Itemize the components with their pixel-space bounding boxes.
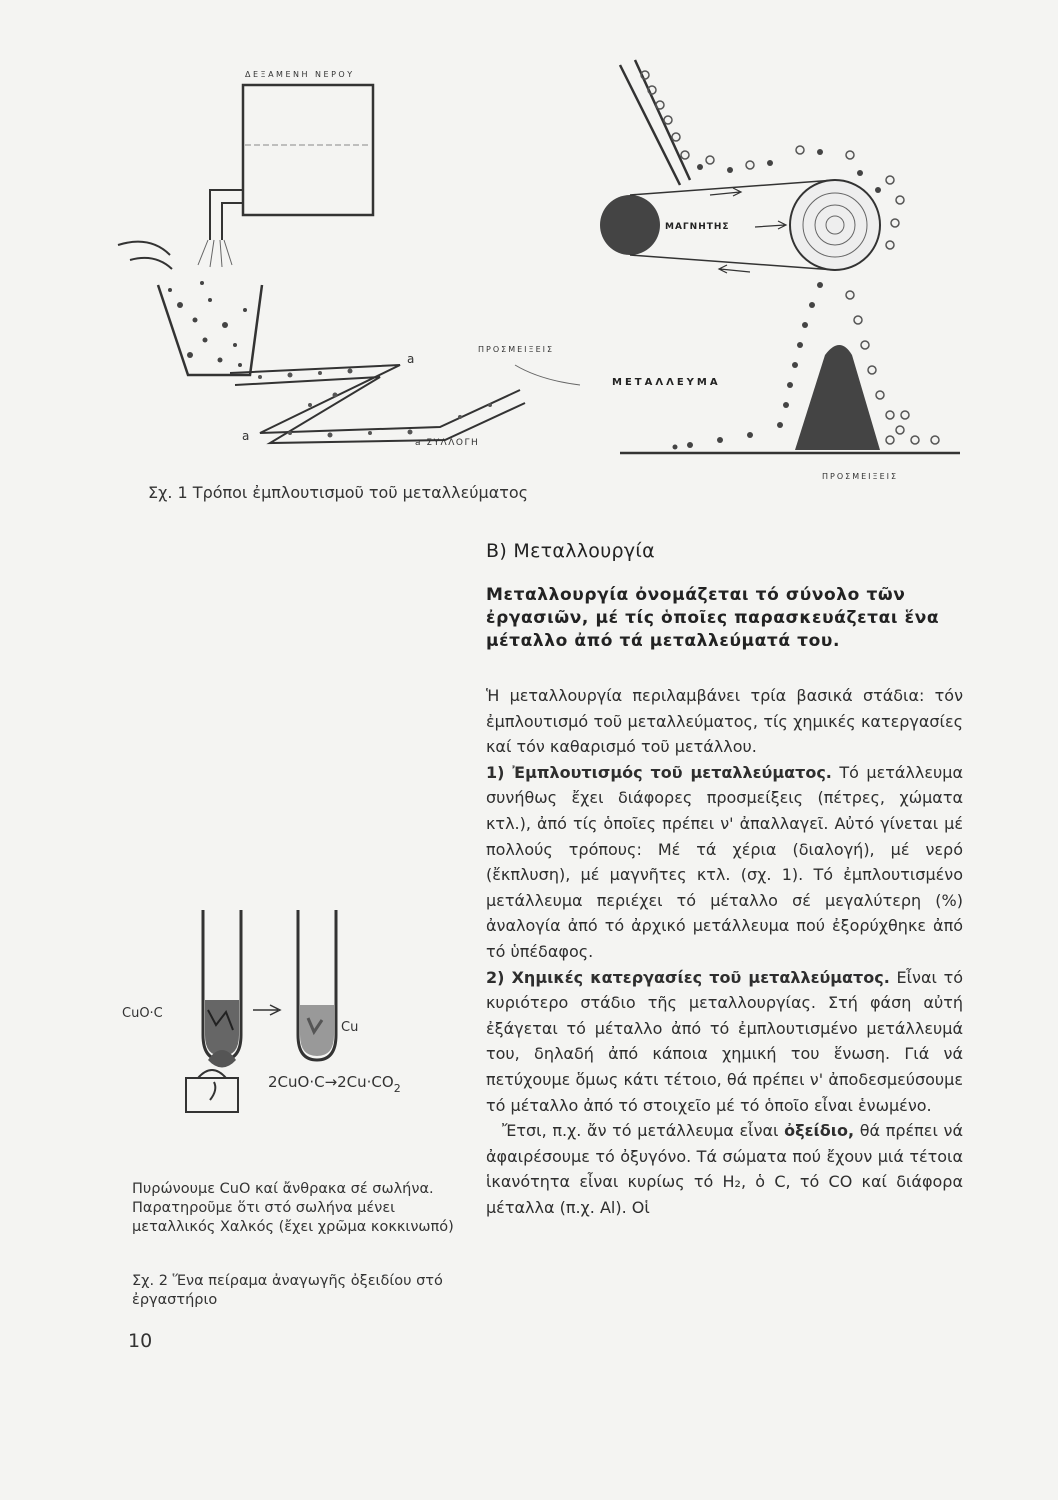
step2-title: 2) Χημικές κατεργασίες τοῦ μεταλλεύματος. <box>486 967 890 987</box>
step1-paragraph <box>486 760 963 965</box>
figure1-magnetic-diagram <box>590 55 970 485</box>
impurities-label: ΠΡΟΣΜΕΙΞΕΙΣ <box>478 345 555 354</box>
step1-title: 1) Ἐμπλουτισμός τοῦ μεταλλεύματος. <box>486 762 832 782</box>
section-heading: Β) Μεταλλουργία <box>486 540 655 562</box>
step2-paragraph <box>486 965 963 1119</box>
figure2-description: Πυρώνουμε CuO καί ἄνθρακα σέ σωλήνα. Παρατηροῦμε ὅτι στό σωλήνα μένει μεταλλικός Χαλκός (ἔχει χρῶμα κοκκινωπό) <box>132 1181 454 1235</box>
body-text <box>486 683 963 1220</box>
step1-text: Τό μετάλλευμα συνήθως ἔχει διάφορες προσμείξεις (πέτρες, χώματα κτλ.), ἀπό τίς ὁποῖες πρέπει ν' ἀπαλλαγεῖ. Αὐτό γίνεται μέ πολλούς τρόπους: Μέ τά χέρια (διαλογή), μέ νερό (ἔκπλυση), μέ μαγνῆτες κτλ. (σχ. 1). Τό ἐμπλουτισμένο μετάλλευμα περιέχει τό μέταλλο σέ μεγαλύτερη (%) ἀναλογία ἀπό τό ἀρχικό μετάλλευμα πού ἐξορύχθηκε ἀπό τό ὑπέδαφος. <box>486 762 963 961</box>
product-label: Cu <box>341 1020 359 1035</box>
magnet-label: ΜΑΓΝΗΤΗΣ <box>665 222 730 232</box>
water-tank-label: ΔΕΞΑΜΕΝΗ ΝΕΡΟΥ <box>245 70 355 79</box>
impurities-label: ΠΡΟΣΜΕΙΞΕΙΣ <box>822 472 899 481</box>
washing-channel <box>230 365 520 433</box>
water-tank <box>243 85 373 215</box>
page-number: 10 <box>128 1330 153 1352</box>
oxide-term: ὀξείδιο, <box>784 1121 855 1141</box>
burner <box>186 1078 238 1112</box>
ore-pile <box>795 345 880 450</box>
collection-label: a ΣΥΛΛΟΓΗ <box>415 438 480 448</box>
figure1-washing-diagram <box>110 55 620 475</box>
definition-paragraph: Μεταλλουργία ὀνομάζεται τό σύνολο τῶν ἐργασιῶν, μέ τίς ὁποῖες παρασκευάζεται ἕνα μέταλλο ἀπό τά μεταλλεύματά του. <box>486 585 940 651</box>
ore-label: ΜΕΤΑΛΛΕΥΜΑ <box>612 377 721 388</box>
reaction-arrow <box>253 1005 280 1015</box>
marker-a: a <box>242 429 250 443</box>
reactant-label: CuO·C <box>122 1006 163 1021</box>
marker-a: a <box>407 352 415 366</box>
step2-text: Εἶναι τό κυριότερο στάδιο τῆς μεταλλουργίας. Στή φάση αὐτή ἐξάγεται τό μέταλλο ἀπό τό ἐμπλουτισμένο μετάλλευμά του, δηλαδή ἀπό κάποια χημική του ἕνωση. Γιά νά πετύχουμε ὅμως κάτι τέτοιο, θά πρέπει ν' ἀποδεσμεύσουμε τό μέταλλο ἀπό τό στοιχεῖο μέ τό ὁποῖο εἶναι ἑνωμένο. <box>486 967 963 1115</box>
equation: $2CuO\cdot C\to 2Cu\cdot CO_2$ <box>268 1073 401 1095</box>
paragraph-3: Ἔτσι, π.χ. ἄν τό μετάλλευμα εἶναι ὀξείδιο, θά πρέπει νά ἀφαιρέσουμε τό ὀξυγόνο. Τά σώματα πού ἔχουν μιά τέτοια ἱκανότητα εἶναι κυρίως τό H₂, ὁ C, τό CO καί διάφορα μέταλλα (π.χ. Al). Οἱ <box>486 1121 964 1217</box>
belt-pulley <box>600 195 660 255</box>
figure2-reduction-experiment <box>118 900 478 1125</box>
intro-paragraph: Ἡ μεταλλουργία περιλαμβάνει τρία βασικά στάδια: τόν ἐμπλουτισμό τοῦ μεταλλεύματος, τίς χημικές κατεργασίες καί τόν καθαρισμό τοῦ μετάλλου. <box>486 686 963 757</box>
figure2-caption: Σχ. 2 Ἕνα πείραμα ἀναγωγῆς ὀξειδίου στό ἐργαστήριο <box>132 1273 443 1308</box>
figure1-caption: Σχ. 1 Τρόποι ἐμπλουτισμοῦ τοῦ μεταλλεύματος <box>148 483 529 502</box>
